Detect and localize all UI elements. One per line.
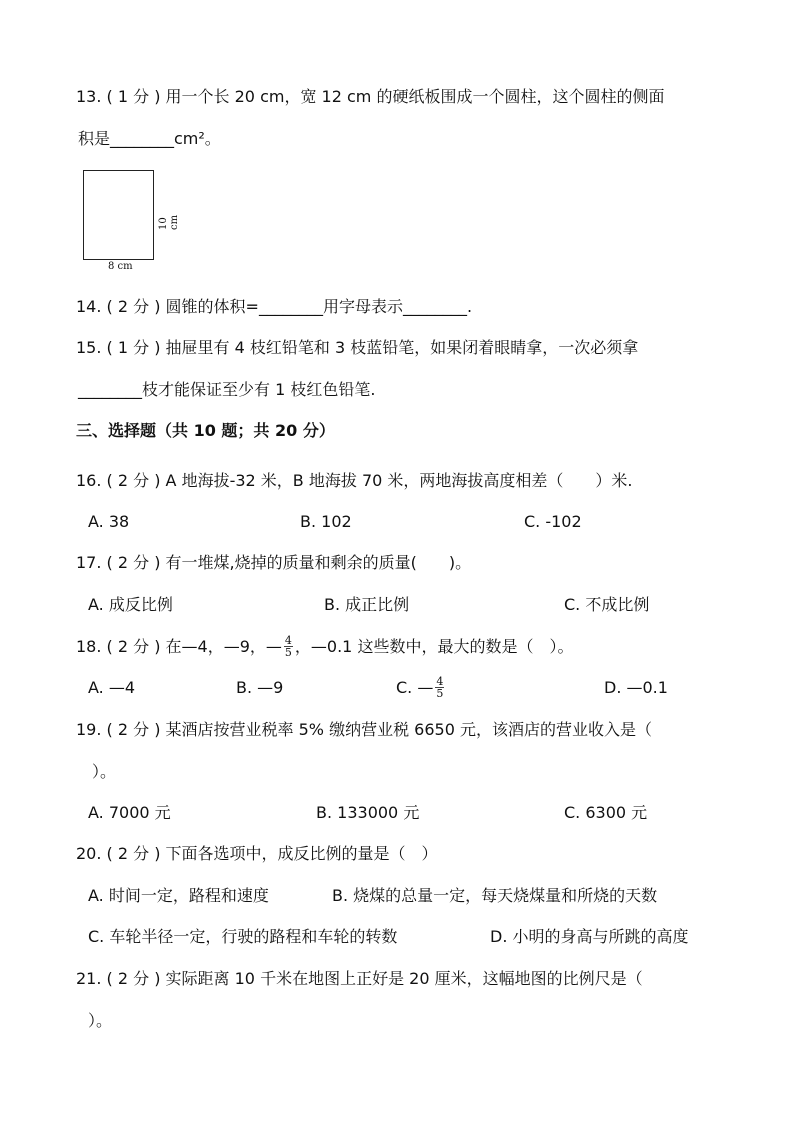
question-18-options	[88, 677, 748, 699]
rectangle-figure	[78, 168, 188, 278]
question-17: 17. ( 2 分 ) 有一堆煤,烧掉的质量和剩余的质量( )。	[76, 553, 472, 572]
option-a[interactable]: A. 成反比例	[88, 595, 173, 614]
question-18-prefix: 18. ( 2 分 ) 在—4，—9，—	[76, 637, 282, 656]
question-19-line-2: ）。	[92, 762, 117, 781]
figure-height-label: 10 cm	[158, 214, 180, 230]
option-c[interactable]: C. 6300 元	[564, 803, 648, 822]
option-b[interactable]: B. —9	[236, 678, 284, 697]
question-19-line-1: 19. ( 2 分 ) 某酒店按营业税率 5% 缴纳营业税 6650 元，该酒店的营业收入是（	[76, 720, 652, 739]
question-21-line-1: 21. ( 2 分 ) 实际距离 10 千米在地图上正好是 20 厘米，这幅地图的比例尺是（	[76, 969, 643, 988]
question-20-options-row-1	[88, 885, 748, 907]
question-20-options-row-2	[88, 926, 748, 948]
option-b[interactable]: B. 102	[300, 512, 352, 531]
fraction-denominator: 5	[284, 646, 292, 659]
fraction-numerator: 4	[436, 675, 444, 688]
question-17-options	[88, 594, 748, 616]
question-21-line-2: ）。	[88, 1011, 113, 1030]
option-c[interactable]: C. 车轮半径一定，行驶的路程和车轮的转数	[88, 927, 398, 946]
option-c-label: C. —	[396, 678, 434, 697]
option-c[interactable]: C. -102	[524, 512, 582, 531]
option-d[interactable]: D. 小明的身高与所跳的高度	[490, 927, 689, 946]
option-d[interactable]: D. —0.1	[604, 678, 668, 697]
question-15-line-1: 15. ( 1 分 ) 抽屉里有 4 枝红铅笔和 3 枝蓝铅笔，如果闭着眼睛拿，一次必须拿	[76, 338, 639, 357]
fraction	[284, 635, 293, 658]
option-c[interactable]: C. 不成比例	[564, 595, 650, 614]
question-15-line-2: ________枝才能保证至少有 1 枝红色铅笔.	[78, 380, 376, 399]
figure-width-label: 8 cm	[108, 261, 133, 272]
section-title: 三、选择题（共 10 题；共 20 分）	[76, 421, 335, 440]
question-16: 16. ( 2 分 ) A 地海拔-32 米，B 地海拔 70 米，两地海拔高度相差（ ）米.	[76, 471, 633, 490]
option-a[interactable]: A. 38	[88, 512, 130, 531]
fraction-numerator: 4	[284, 634, 292, 647]
option-a[interactable]: A. —4	[88, 678, 136, 697]
question-18	[76, 636, 573, 659]
question-14: 14. ( 2 分 ) 圆锥的体积=________用字母表示________.	[76, 297, 473, 316]
option-b[interactable]: B. 133000 元	[316, 803, 420, 822]
option-a[interactable]: A. 7000 元	[88, 803, 171, 822]
question-20: 20. ( 2 分 ) 下面各选项中，成反比例的量是（ ）	[76, 844, 438, 863]
fraction	[435, 676, 444, 699]
question-18-suffix: ，—0.1 这些数中，最大的数是（ ）。	[294, 637, 574, 656]
option-b[interactable]: B. 成正比例	[324, 595, 410, 614]
fraction-denominator: 5	[436, 687, 444, 700]
option-a[interactable]: A. 时间一定，路程和速度	[88, 886, 269, 905]
question-19-options	[88, 802, 748, 824]
question-13-line-2: 积是________cm²。	[78, 129, 221, 148]
question-16-options	[88, 511, 748, 533]
option-b[interactable]: B. 烧煤的总量一定，每天烧煤量和所烧的天数	[332, 886, 658, 905]
rectangle-shape	[83, 170, 154, 260]
question-13-line-1: 13. ( 1 分 ) 用一个长 20 cm，宽 12 cm 的硬纸板围成一个圆柱，这个圆柱的侧面	[76, 87, 665, 106]
option-c[interactable]	[396, 677, 446, 700]
